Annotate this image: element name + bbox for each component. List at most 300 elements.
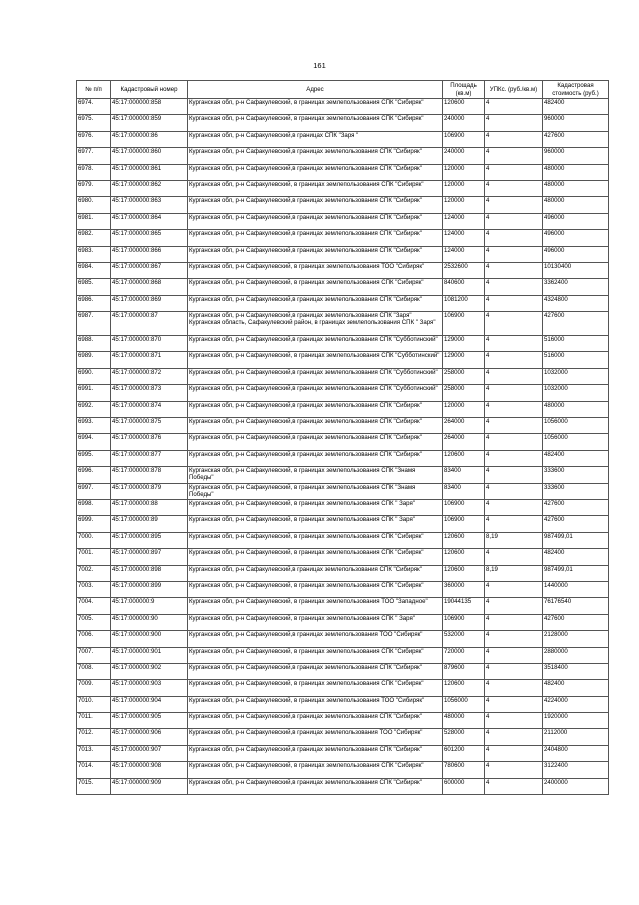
cell-cadastral-number: 45:17:000000:904 <box>111 696 188 712</box>
cell-address: Курганская обл, р-н Сафакулевский,в границах землепользования СПК "Сибиряк" <box>188 663 443 679</box>
table-row <box>77 295 609 311</box>
table-row <box>77 246 609 262</box>
cell-upks: 4 <box>485 418 543 434</box>
cell-cadastral-number: 45:17:000000:879 <box>111 483 188 499</box>
cell-number: 6999. <box>77 516 111 532</box>
cell-area: 83400 <box>443 467 485 483</box>
cell-upks: 4 <box>485 131 543 147</box>
table-row <box>77 713 609 729</box>
cell-area: 129000 <box>443 336 485 352</box>
cell-cadastral-cost: 2404800 <box>543 745 609 761</box>
cell-cadastral-number: 45:17:000000:902 <box>111 663 188 679</box>
cell-address: Курганская обл, р-н Сафакулевский, в границах землепользования ТОО "Сибиряк" <box>188 262 443 278</box>
table-row <box>77 385 609 401</box>
cell-upks: 4 <box>485 115 543 131</box>
cell-number: 6979. <box>77 180 111 196</box>
cell-cadastral-cost: 987499,01 <box>543 565 609 581</box>
cell-cadastral-cost: 496000 <box>543 213 609 229</box>
cell-cadastral-number: 45:17:000000:876 <box>111 434 188 450</box>
cell-upks: 4 <box>485 467 543 483</box>
table-row <box>77 778 609 794</box>
cell-cadastral-number: 45:17:000000:863 <box>111 197 188 213</box>
cell-number: 7015. <box>77 778 111 794</box>
cell-cadastral-number: 45:17:000000:871 <box>111 352 188 368</box>
cell-upks: 4 <box>485 312 543 336</box>
cell-upks: 4 <box>485 778 543 794</box>
cell-address: Курганская обл, р-н Сафакулевский,в границах СПК "Заря " <box>188 131 443 147</box>
table-row <box>77 565 609 581</box>
cell-cadastral-number: 45:17:000000:908 <box>111 762 188 778</box>
cell-cadastral-number: 45:17:000000:88 <box>111 499 188 515</box>
cell-area: 879600 <box>443 663 485 679</box>
table-row <box>77 418 609 434</box>
table-row <box>77 581 609 597</box>
table-row <box>77 213 609 229</box>
table-row <box>77 180 609 196</box>
cell-cadastral-number: 45:17:000000:873 <box>111 385 188 401</box>
cell-cadastral-number: 45:17:000000:906 <box>111 729 188 745</box>
cell-area: 106900 <box>443 312 485 336</box>
cell-number: 6975. <box>77 115 111 131</box>
cell-number: 7005. <box>77 614 111 630</box>
cell-cadastral-number: 45:17:000000:89 <box>111 516 188 532</box>
cell-cadastral-cost: 482400 <box>543 680 609 696</box>
cell-cadastral-cost: 3362400 <box>543 279 609 295</box>
cell-upks: 4 <box>485 631 543 647</box>
cell-area: 124000 <box>443 213 485 229</box>
cell-upks: 4 <box>485 180 543 196</box>
cell-cadastral-cost: 3122400 <box>543 762 609 778</box>
table-row <box>77 663 609 679</box>
cell-cadastral-cost: 10130400 <box>543 262 609 278</box>
cell-cadastral-cost: 4324800 <box>543 295 609 311</box>
cell-cadastral-cost: 1440000 <box>543 581 609 597</box>
column-header-address: Адрес <box>188 81 443 99</box>
cell-address: Курганская обл, р-н Сафакулевский,в границах землепользования СПК "Сибиряк" <box>188 565 443 581</box>
table-row <box>77 368 609 384</box>
cell-address: Курганская обл, р-н Сафакулевский, в границах землепользования СПК "Сибиряк" <box>188 549 443 565</box>
cell-cadastral-number: 45:17:000000:860 <box>111 148 188 164</box>
cell-area: 601200 <box>443 745 485 761</box>
cell-upks: 4 <box>485 213 543 229</box>
cell-cadastral-cost: 2880000 <box>543 647 609 663</box>
cell-cadastral-cost: 76176540 <box>543 598 609 614</box>
cell-number: 6978. <box>77 164 111 180</box>
column-header-upks: УПКс. (руб./кв.м) <box>485 81 543 99</box>
cell-cadastral-number: 45:17:000000:861 <box>111 164 188 180</box>
cell-number: 6984. <box>77 262 111 278</box>
cell-address: Курганская обл, р-н Сафакулевский,в границах землепользования СПК "Сибиряк" <box>188 713 443 729</box>
cell-upks: 4 <box>485 696 543 712</box>
cell-address: Курганская обл, р-н Сафакулевский, в границах землепользования СПК "Знамя Победы" <box>188 467 443 483</box>
cell-cadastral-cost: 1032000 <box>543 368 609 384</box>
cell-address: Курганская обл, р-н Сафакулевский,в границах землепользования ТОО "Сибиряк" <box>188 729 443 745</box>
cell-cadastral-number: 45:17:000000:867 <box>111 262 188 278</box>
cell-area: 532000 <box>443 631 485 647</box>
cell-address: Курганская обл, р-н Сафакулевский,в границах землепользования СПК "Сибиряк" <box>188 450 443 466</box>
cell-cadastral-cost: 496000 <box>543 230 609 246</box>
cell-area: 1056000 <box>443 696 485 712</box>
cell-upks: 4 <box>485 581 543 597</box>
cell-upks: 4 <box>485 713 543 729</box>
cell-number: 6974. <box>77 99 111 115</box>
table-row <box>77 467 609 483</box>
cell-area: 840600 <box>443 279 485 295</box>
cell-address: Курганская обл, р-н Сафакулевский, в границах землепользования СПК "Субботинский" <box>188 352 443 368</box>
cell-cadastral-cost: 427600 <box>543 614 609 630</box>
cell-number: 7002. <box>77 565 111 581</box>
cell-area: 258000 <box>443 368 485 384</box>
cell-address: Курганская обл, р-н Сафакулевский,в границах землепользования СПК "Субботинский" <box>188 368 443 384</box>
cell-address: Курганская обл, р-н Сафакулевский,в границах землепользования СПК "Сибиряк" <box>188 418 443 434</box>
table-row <box>77 164 609 180</box>
cell-upks: 4 <box>485 246 543 262</box>
cell-cadastral-cost: 1056000 <box>543 434 609 450</box>
cell-area: 120000 <box>443 180 485 196</box>
cell-number: 6988. <box>77 336 111 352</box>
cell-upks: 4 <box>485 295 543 311</box>
cell-address: Курганская обл, р-н Сафакулевский, в границах землепользования ТОО "Сибиряк" <box>188 696 443 712</box>
table-row <box>77 352 609 368</box>
cell-area: 1081200 <box>443 295 485 311</box>
cell-cadastral-cost: 3518400 <box>543 663 609 679</box>
cell-area: 720000 <box>443 647 485 663</box>
table-row <box>77 336 609 352</box>
cell-area: 264000 <box>443 434 485 450</box>
table-row <box>77 148 609 164</box>
cell-area: 480000 <box>443 713 485 729</box>
cell-upks: 4 <box>485 647 543 663</box>
cell-cadastral-cost: 1032000 <box>543 385 609 401</box>
cell-cadastral-cost: 987499,01 <box>543 532 609 548</box>
cell-address: Курганская обл, р-н Сафакулевский, в границах землепользования СПК "Сибиряк" <box>188 647 443 663</box>
cell-number: 6986. <box>77 295 111 311</box>
cell-number: 6990. <box>77 368 111 384</box>
cell-cadastral-cost: 333600 <box>543 483 609 499</box>
cell-cadastral-number: 45:17:000000:870 <box>111 336 188 352</box>
cell-cadastral-number: 45:17:000000:909 <box>111 778 188 794</box>
cell-cadastral-number: 45:17:000000:874 <box>111 401 188 417</box>
page-number: 161 <box>313 61 326 70</box>
cell-upks: 8,19 <box>485 565 543 581</box>
cell-number: 6980. <box>77 197 111 213</box>
table-row <box>77 532 609 548</box>
table-row <box>77 99 609 115</box>
cell-cadastral-number: 45:17:000000:90 <box>111 614 188 630</box>
cell-number: 6989. <box>77 352 111 368</box>
cell-upks: 4 <box>485 450 543 466</box>
cell-cadastral-cost: 2112000 <box>543 729 609 745</box>
cell-cadastral-number: 45:17:000000:901 <box>111 647 188 663</box>
cell-cadastral-cost: 427600 <box>543 131 609 147</box>
cell-address: Курганская обл, р-н Сафакулевский,в границах землепользования СПК "Сибиряк" <box>188 230 443 246</box>
cell-number: 7003. <box>77 581 111 597</box>
cell-area: 120000 <box>443 401 485 417</box>
cell-address: Курганская обл, р-н Сафакулевский, в границах землепользования СПК "Сибиряк" <box>188 180 443 196</box>
cell-number: 6993. <box>77 418 111 434</box>
cell-number: 7009. <box>77 680 111 696</box>
cell-upks: 4 <box>485 762 543 778</box>
cell-address: Курганская обл, р-н Сафакулевский, в границах землепользования СПК "Сибиряк" <box>188 762 443 778</box>
cell-address: Курганская обл, р-н Сафакулевский,в границах землепользования СПК "Сибиряк" <box>188 246 443 262</box>
table-row <box>77 499 609 515</box>
cell-area: 129000 <box>443 352 485 368</box>
cell-upks: 4 <box>485 549 543 565</box>
cell-address: Курганская обл, р-н Сафакулевский,в границах землепользования СПК "Сибиряк" <box>188 164 443 180</box>
column-header-area: Площадь (кв.м) <box>443 81 485 99</box>
cell-area: 240000 <box>443 148 485 164</box>
cell-upks: 4 <box>485 368 543 384</box>
cell-number: 7006. <box>77 631 111 647</box>
cell-number: 7014. <box>77 762 111 778</box>
table-row <box>77 598 609 614</box>
table-row <box>77 483 609 499</box>
cell-address: Курганская обл, р-н Сафакулевский, в границах землепользования СПК " Заря" <box>188 614 443 630</box>
table-row <box>77 450 609 466</box>
column-header-cadastral-number: Кадастровый номер <box>111 81 188 99</box>
cell-cadastral-cost: 333600 <box>543 467 609 483</box>
table-row <box>77 696 609 712</box>
cell-cadastral-cost: 482400 <box>543 549 609 565</box>
cell-cadastral-number: 45:17:000000:866 <box>111 246 188 262</box>
cell-number: 7001. <box>77 549 111 565</box>
cell-address: Курганская обл, р-н Сафакулевский, в границах землепользования СПК "Сибиряк" <box>188 680 443 696</box>
table-body <box>77 99 609 795</box>
table-row <box>77 549 609 565</box>
cell-number: 6992. <box>77 401 111 417</box>
cell-area: 19044135 <box>443 598 485 614</box>
cell-upks: 4 <box>485 262 543 278</box>
cell-upks: 4 <box>485 614 543 630</box>
cell-cadastral-cost: 4224000 <box>543 696 609 712</box>
cell-address: Курганская обл, р-н Сафакулевский,в границах землепользования СПК "Сибиряк" <box>188 213 443 229</box>
cell-cadastral-number: 45:17:000000:877 <box>111 450 188 466</box>
cell-number: 7008. <box>77 663 111 679</box>
cell-number: 6976. <box>77 131 111 147</box>
table-row <box>77 729 609 745</box>
cell-address: Курганская обл, р-н Сафакулевский,в границах землепользования СПК "Субботинский" <box>188 385 443 401</box>
cell-area: 528000 <box>443 729 485 745</box>
cell-cadastral-cost: 482400 <box>543 99 609 115</box>
cadastral-register-table <box>76 80 609 795</box>
cell-cadastral-cost: 427600 <box>543 499 609 515</box>
column-header-cadastral-cost: Кадастровая стоимость (руб.) <box>543 81 609 99</box>
cell-cadastral-number: 45:17:000000:868 <box>111 279 188 295</box>
cell-cadastral-cost: 2400000 <box>543 778 609 794</box>
cell-area: 120600 <box>443 450 485 466</box>
column-header-number: № п/п <box>77 81 111 99</box>
cell-area: 600000 <box>443 778 485 794</box>
cell-cadastral-cost: 1920000 <box>543 713 609 729</box>
cell-number: 6996. <box>77 467 111 483</box>
cell-cadastral-cost: 516000 <box>543 336 609 352</box>
table-row <box>77 434 609 450</box>
cell-cadastral-number: 45:17:000000:872 <box>111 368 188 384</box>
cell-area: 83400 <box>443 483 485 499</box>
table-row <box>77 115 609 131</box>
cell-cadastral-cost: 427600 <box>543 312 609 336</box>
cell-upks: 4 <box>485 99 543 115</box>
cell-upks: 4 <box>485 499 543 515</box>
cell-number: 7013. <box>77 745 111 761</box>
cell-address: Курганская обл, р-н Сафакулевский, в границах землепользования СПК "Сибиряк" <box>188 532 443 548</box>
table-row <box>77 762 609 778</box>
cell-upks: 4 <box>485 729 543 745</box>
cell-cadastral-number: 45:17:000000:895 <box>111 532 188 548</box>
cell-area: 124000 <box>443 246 485 262</box>
cell-upks: 4 <box>485 197 543 213</box>
cell-number: 6981. <box>77 213 111 229</box>
cell-number: 6994. <box>77 434 111 450</box>
cell-address: Курганская обл, р-н Сафакулевский,в границах землепользования СПК "Сибиряк" <box>188 434 443 450</box>
cell-address: Курганская обл, р-н Сафакулевский, в границах землепользования СПК "Сибиряк" <box>188 115 443 131</box>
cell-number: 6977. <box>77 148 111 164</box>
cell-cadastral-cost: 960000 <box>543 148 609 164</box>
cell-upks: 4 <box>485 352 543 368</box>
cell-cadastral-cost: 516000 <box>543 352 609 368</box>
table-row <box>77 197 609 213</box>
cell-address: Курганская обл, р-н Сафакулевский, в границах землепользования СПК "Сибиряк" <box>188 279 443 295</box>
table-row <box>77 680 609 696</box>
cell-area: 120600 <box>443 99 485 115</box>
cell-upks: 4 <box>485 680 543 696</box>
cell-cadastral-number: 45:17:000000:87 <box>111 312 188 336</box>
cell-address: Курганская обл, р-н Сафакулевский, в границах землепользования СПК "Сибиряк" <box>188 581 443 597</box>
cell-area: 120000 <box>443 164 485 180</box>
cell-area: 258000 <box>443 385 485 401</box>
cell-address: Курганская обл, р-н Сафакулевский,в границах землепользования СПК "Субботинский" <box>188 336 443 352</box>
table-row <box>77 647 609 663</box>
cell-cadastral-number: 45:17:000000:900 <box>111 631 188 647</box>
cell-number: 6987. <box>77 312 111 336</box>
cell-address: Курганская обл, р-н Сафакулевский,в границах землепользования СПК "Сибиряк" <box>188 197 443 213</box>
cell-number: 6982. <box>77 230 111 246</box>
cell-address: Курганская обл, р-н Сафакулевский, в границах землепользования СПК " Заря" <box>188 499 443 515</box>
cell-area: 106900 <box>443 516 485 532</box>
cell-area: 240000 <box>443 115 485 131</box>
cell-address: Курганская обл, р-н Сафакулевский,в границах землепользования СПК "Сибиряк" <box>188 401 443 417</box>
cell-cadastral-number: 45:17:000000:903 <box>111 680 188 696</box>
table-row <box>77 401 609 417</box>
cell-cadastral-number: 45:17:000000:858 <box>111 99 188 115</box>
table-row <box>77 614 609 630</box>
cell-upks: 4 <box>485 483 543 499</box>
cell-address: Курганская обл, р-н Сафакулевский,в границах землепользования СПК "Заря" Курганская область, Сафакулевский район, в границах землепользования СПК " Заря" <box>188 312 443 336</box>
cell-upks: 4 <box>485 745 543 761</box>
cell-area: 120600 <box>443 549 485 565</box>
cell-upks: 4 <box>485 663 543 679</box>
cell-cadastral-number: 45:17:000000:878 <box>111 467 188 483</box>
cell-cadastral-number: 45:17:000000:899 <box>111 581 188 597</box>
cell-area: 106900 <box>443 131 485 147</box>
cell-cadastral-cost: 960000 <box>543 115 609 131</box>
cell-cadastral-cost: 480000 <box>543 401 609 417</box>
cell-cadastral-number: 45:17:000000:865 <box>111 230 188 246</box>
cell-address: Курганская обл, р-н Сафакулевский, в границах землепользования СПК "Сибиряк" <box>188 99 443 115</box>
cell-number: 7011. <box>77 713 111 729</box>
cell-address: Курганская обл, р-н Сафакулевский,в границах землепользования ТОО "Сибиряк" <box>188 631 443 647</box>
table-row <box>77 516 609 532</box>
cell-address: Курганская обл, р-н Сафакулевский,в границах землепользования СПК "Сибиряк" <box>188 148 443 164</box>
cell-upks: 4 <box>485 148 543 164</box>
cell-address: Курганская обл, р-н Сафакулевский, в границах землепользования СПК " Заря" <box>188 516 443 532</box>
cell-cadastral-cost: 496000 <box>543 246 609 262</box>
cell-area: 124000 <box>443 230 485 246</box>
cell-cadastral-number: 45:17:000000:86 <box>111 131 188 147</box>
table-row <box>77 745 609 761</box>
cell-number: 6997. <box>77 483 111 499</box>
cell-address: Курганская обл, р-н Сафакулевский,в границах землепользования СПК "Сибиряк" <box>188 745 443 761</box>
cell-cadastral-cost: 2128000 <box>543 631 609 647</box>
cell-cadastral-number: 45:17:000000:862 <box>111 180 188 196</box>
cell-upks: 4 <box>485 279 543 295</box>
cell-cadastral-number: 45:17:000000:864 <box>111 213 188 229</box>
cell-upks: 4 <box>485 516 543 532</box>
cell-address: Курганская обл, р-н Сафакулевский,в границах землепользования СПК "Сибиряк" <box>188 295 443 311</box>
cell-area: 360000 <box>443 581 485 597</box>
table-row <box>77 312 609 336</box>
cell-area: 120600 <box>443 680 485 696</box>
cell-upks: 4 <box>485 401 543 417</box>
cell-area: 106900 <box>443 614 485 630</box>
cell-number: 6985. <box>77 279 111 295</box>
table-header-row <box>77 81 609 99</box>
cell-cadastral-number: 45:17:000000:859 <box>111 115 188 131</box>
cell-cadastral-cost: 480000 <box>543 164 609 180</box>
cell-number: 6991. <box>77 385 111 401</box>
cell-number: 7004. <box>77 598 111 614</box>
cell-number: 7000. <box>77 532 111 548</box>
table-row <box>77 230 609 246</box>
cell-area: 2532600 <box>443 262 485 278</box>
cell-upks: 8,19 <box>485 532 543 548</box>
cell-cadastral-cost: 480000 <box>543 180 609 196</box>
cell-cadastral-number: 45:17:000000:869 <box>111 295 188 311</box>
cell-cadastral-number: 45:17:000000:9 <box>111 598 188 614</box>
cell-area: 264000 <box>443 418 485 434</box>
cell-area: 780600 <box>443 762 485 778</box>
cell-address: Курганская обл, р-н Сафакулевский,в границах землепользования СПК "Сибиряк" <box>188 778 443 794</box>
cell-area: 120600 <box>443 532 485 548</box>
cell-cadastral-number: 45:17:000000:897 <box>111 549 188 565</box>
table-row <box>77 131 609 147</box>
cell-upks: 4 <box>485 164 543 180</box>
cell-address: Курганская обл, р-н Сафакулевский, в границах землепользования ТОО "Западное" <box>188 598 443 614</box>
cell-area: 106900 <box>443 499 485 515</box>
cell-cadastral-number: 45:17:000000:875 <box>111 418 188 434</box>
cell-area: 120600 <box>443 565 485 581</box>
cell-upks: 4 <box>485 230 543 246</box>
cell-number: 6995. <box>77 450 111 466</box>
cell-area: 120000 <box>443 197 485 213</box>
cell-cadastral-number: 45:17:000000:898 <box>111 565 188 581</box>
cell-cadastral-cost: 480000 <box>543 197 609 213</box>
cell-number: 6983. <box>77 246 111 262</box>
cell-cadastral-number: 45:17:000000:905 <box>111 713 188 729</box>
table-row <box>77 262 609 278</box>
cell-upks: 4 <box>485 336 543 352</box>
cell-number: 7010. <box>77 696 111 712</box>
table-row <box>77 631 609 647</box>
cell-cadastral-number: 45:17:000000:907 <box>111 745 188 761</box>
cell-cadastral-cost: 482400 <box>543 450 609 466</box>
cell-cadastral-cost: 427600 <box>543 516 609 532</box>
table-row <box>77 279 609 295</box>
cell-upks: 4 <box>485 598 543 614</box>
cell-number: 6998. <box>77 499 111 515</box>
cell-upks: 4 <box>485 434 543 450</box>
cell-address: Курганская обл, р-н Сафакулевский, в границах землепользования СПК "Знамя Победы" <box>188 483 443 499</box>
